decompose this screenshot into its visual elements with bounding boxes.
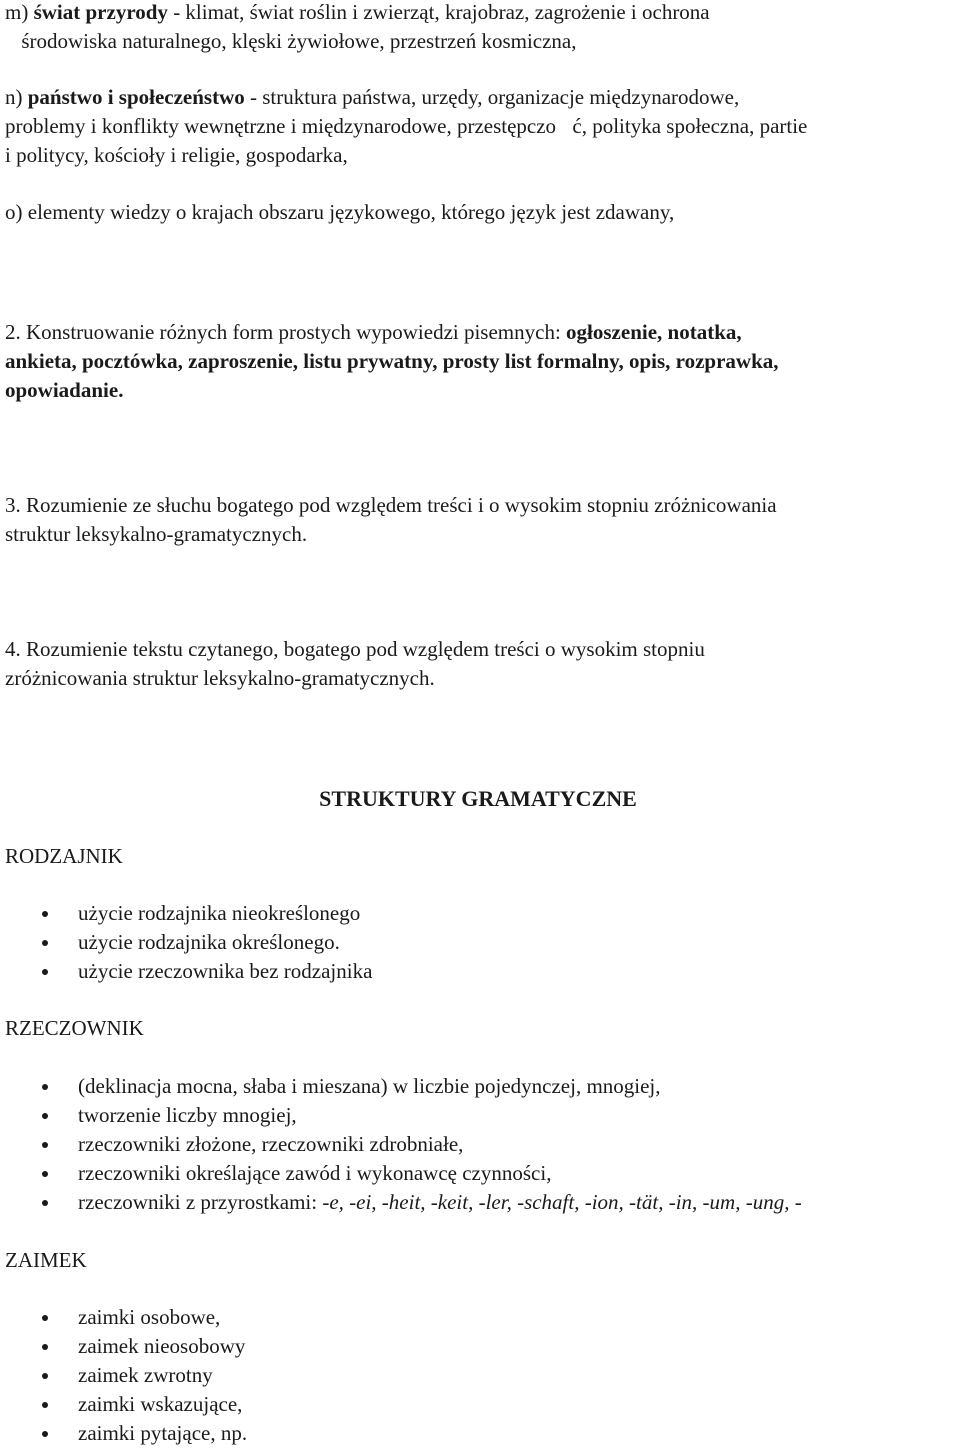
bullet-icon bbox=[42, 1142, 48, 1148]
point-4-line1: 4. Rozumienie tekstu czytanego, bogatego pod względem treści o wysokim stopniu bbox=[5, 637, 705, 661]
bullet-icon bbox=[42, 1344, 48, 1350]
point-4 bbox=[5, 635, 950, 693]
section-label-rzeczownik: RZECZOWNIK bbox=[5, 1016, 144, 1040]
list-item: rzeczowniki określające zawód i wykonawcę czynności, bbox=[5, 1159, 802, 1188]
topic-m-line1: m) świat przyrody - klimat, świat roślin i zwierząt, krajobraz, zagrożenie i ochrona bbox=[5, 0, 710, 24]
topic-o-line: o) elementy wiedzy o krajach obszaru językowego, którego język jest zdawany, bbox=[5, 200, 675, 224]
grammar-heading: STRUKTURY GRAMATYCZNE bbox=[319, 786, 637, 811]
rzeczownik-list bbox=[5, 1072, 802, 1217]
point-2-line3: opowiadanie. bbox=[5, 378, 124, 402]
list-item: rzeczowniki z przyrostkami: -e, -ei, -heit, -keit, -ler, -schaft, -ion, -tät, -in, -um, -ung, - bbox=[5, 1188, 802, 1217]
topic-n-line3: i politycy, kościoły i religie, gospodarka, bbox=[5, 143, 348, 167]
bullet-icon bbox=[42, 940, 48, 946]
topic-m bbox=[5, 0, 950, 56]
list-item: (deklinacja mocna, słaba i mieszana) w liczbie pojedynczej, mnogiej, bbox=[5, 1072, 802, 1101]
list-item: użycie rzeczownika bez rodzajnika bbox=[5, 957, 372, 986]
point-2 bbox=[5, 318, 950, 405]
bullet-icon bbox=[42, 1431, 48, 1437]
list-item: zaimki pytające, np. bbox=[5, 1419, 247, 1448]
topic-n-line2: problemy i konflikty wewnętrzne i międzynarodowe, przestępczo ć, polityka społeczna, partie bbox=[5, 114, 797, 138]
section-label-rodzajnik: RODZAJNIK bbox=[5, 844, 123, 868]
list-item: użycie rodzajnika określonego. bbox=[5, 928, 372, 957]
point-3 bbox=[5, 491, 950, 549]
list-item: zaimki osobowe, bbox=[5, 1303, 247, 1332]
bullet-icon bbox=[42, 1402, 48, 1408]
topic-o bbox=[5, 198, 950, 227]
list-item: rzeczowniki złożone, rzeczowniki zdrobniałe, bbox=[5, 1130, 802, 1159]
bullet-icon bbox=[42, 1373, 48, 1379]
rodzajnik-list bbox=[5, 899, 372, 986]
bullet-icon bbox=[42, 911, 48, 917]
bullet-icon bbox=[42, 1200, 48, 1206]
topic-n-line1: n) państwo i społeczeństwo - struktura państwa, urzędy, organizacje międzynarodowe, bbox=[5, 85, 740, 109]
bullet-icon bbox=[42, 1315, 48, 1321]
topic-m-title: świat przyrody bbox=[33, 0, 168, 24]
topic-m-line2: środowiska naturalnego, klęski żywiołowe, przestrzeń kosmiczna, bbox=[5, 29, 561, 53]
list-item: zaimek nieosobowy bbox=[5, 1332, 247, 1361]
suffix-list: -e, -ei, -heit, -keit, -ler, -schaft, -ion, -tät, -in, -um, -ung, - bbox=[322, 1190, 802, 1214]
topic-n bbox=[5, 83, 950, 170]
point-3-line1: 3. Rozumienie ze słuchu bogatego pod względem treści i o wysokim stopniu zróżnicowania bbox=[5, 493, 777, 517]
list-item: zaimek zwrotny bbox=[5, 1361, 247, 1390]
point-3-line2: struktur leksykalno-gramatycznych. bbox=[5, 522, 308, 546]
point-2-line2: ankieta, pocztówka, zaproszenie, listu prywatny, prosty list formalny, opis, rozprawka, bbox=[5, 349, 779, 373]
bullet-icon bbox=[42, 969, 48, 975]
zaimek-list bbox=[5, 1303, 247, 1448]
point-4-line2: zróżnicowania struktur leksykalno-gramatycznych. bbox=[5, 666, 435, 690]
bullet-icon bbox=[42, 1084, 48, 1090]
list-item: użycie rodzajnika nieokreślonego bbox=[5, 899, 372, 928]
point-2-line1: 2. Konstruowanie różnych form prostych wypowiedzi pisemnych: ogłoszenie, notatka, bbox=[5, 320, 742, 344]
bullet-icon bbox=[42, 1171, 48, 1177]
section-label-zaimek: ZAIMEK bbox=[5, 1248, 87, 1272]
list-item: tworzenie liczby mnogiej, bbox=[5, 1101, 802, 1130]
list-item: zaimki wskazujące, bbox=[5, 1390, 247, 1419]
topic-n-title: państwo i społeczeństwo bbox=[27, 85, 245, 109]
bullet-icon bbox=[42, 1113, 48, 1119]
